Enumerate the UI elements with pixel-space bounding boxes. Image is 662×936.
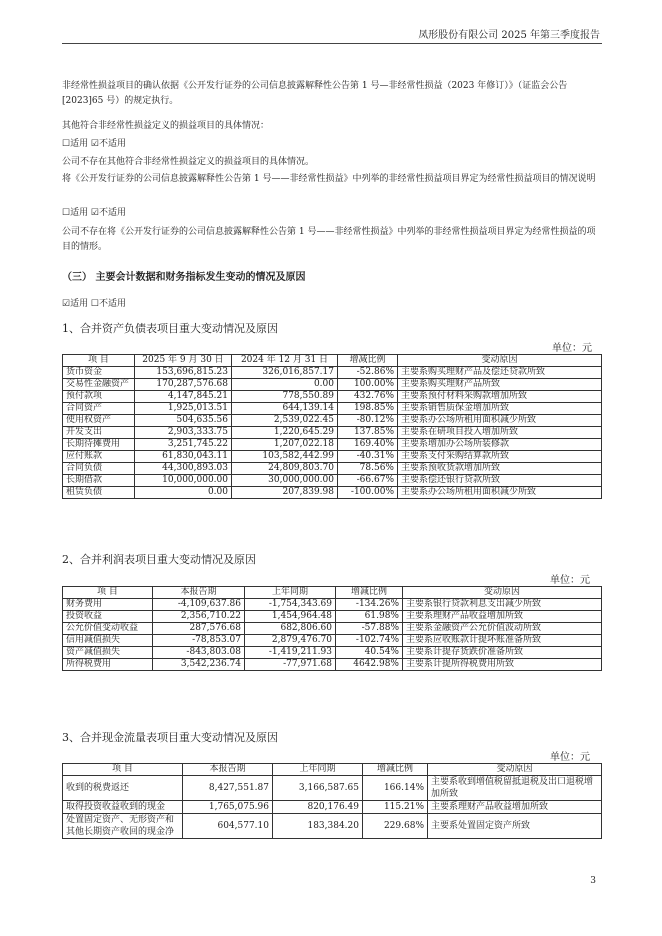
table-header: 2024 年 12 月 31 日: [232, 355, 338, 367]
table-cell: 取得投资收益收到的现金: [63, 801, 183, 814]
table-cell: 主要系在研项目投入增加所致: [398, 427, 602, 439]
table-cell: 0.00: [232, 379, 338, 391]
table-cell: 主要系处置固定资产所致: [428, 814, 602, 839]
table-cell: 预付款项: [63, 391, 135, 403]
table-cell: 主要系计提存货跌价准备所致: [403, 647, 602, 659]
table-cell: 主要系理财产品收益增加所致: [403, 611, 602, 623]
table-row: [63, 379, 602, 391]
table-cell: 主要系预收货款增加所致: [398, 463, 602, 475]
table-cell: 504,635.56: [135, 415, 232, 427]
table-cell: 198.85%: [338, 403, 398, 415]
balance-title: 1、合并资产负债表项目重大变动情况及原因: [62, 322, 278, 335]
table-row: [63, 487, 602, 499]
table-header: 上年同期: [245, 587, 336, 599]
table-row: [63, 415, 602, 427]
paragraph-other-items: 其他符合非经常性损益定义的损益项目的具体情况：: [62, 121, 270, 131]
income-header-row: [63, 587, 602, 599]
table-cell: 1,220,645.29: [232, 427, 338, 439]
applicable-checkbox-2: ☐适用 ☑不适用: [62, 208, 126, 218]
paragraph-reclass: 将《公开发行证券的公司信息披露解释性公告第 1 号——非经常性损益》中列举的非经常性损益项目界定为经常性损益项目的情况说明: [62, 174, 596, 184]
cashflow-table: [62, 763, 602, 839]
table-cell: 公允价值变动收益: [63, 623, 153, 635]
applicable-checkbox-3: ☑适用 ☐不适用: [62, 299, 126, 309]
table-cell: 153,696,815.23: [135, 367, 232, 379]
cashflow-unit: 单位：元: [550, 752, 590, 763]
table-cell: 137.85%: [338, 427, 398, 439]
table-cell: 207,839.98: [232, 487, 338, 499]
table-row: [63, 367, 602, 379]
table-cell: -40.31%: [338, 451, 398, 463]
table-cell: -4,109,637.86: [153, 599, 245, 611]
table-cell: 收到的税费返还: [63, 776, 183, 801]
applicable-checkbox-1: ☐适用 ☑不适用: [62, 139, 126, 149]
table-cell: 应付账款: [63, 451, 135, 463]
table-cell: -843,803.08: [153, 647, 245, 659]
table-header: 项 目: [63, 764, 183, 776]
table-cell: 合同资产: [63, 403, 135, 415]
table-cell: 处置固定资产、无形资产和其他长期资产收回的现金净: [63, 814, 183, 839]
table-row: [63, 801, 602, 814]
table-cell: 主要系计提所得税费用所致: [403, 659, 602, 671]
table-cell: -134.26%: [336, 599, 403, 611]
cashflow-title: 3、合并现金流量表项目重大变动情况及原因: [62, 731, 278, 744]
table-header: 增减比例: [338, 355, 398, 367]
table-row: [63, 776, 602, 801]
table-cell: -1,754,343.69: [245, 599, 336, 611]
table-cell: 主要系偿还银行贷款所致: [398, 475, 602, 487]
table-cell: 主要系收到增值税留抵退税及出口退税增加所致: [428, 776, 602, 801]
table-cell: 货币资金: [63, 367, 135, 379]
table-cell: -80.12%: [338, 415, 398, 427]
table-cell: 1,765,075.96: [183, 801, 273, 814]
table-cell: 资产减值损失: [63, 647, 153, 659]
table-cell: 开发支出: [63, 427, 135, 439]
table-header: 变动原因: [428, 764, 602, 776]
balance-header-row: [63, 355, 602, 367]
table-cell: 主要系销售质保金增加所致: [398, 403, 602, 415]
cashflow-header-row: [63, 764, 602, 776]
table-cell: -77,971.68: [245, 659, 336, 671]
table-cell: 使用权资产: [63, 415, 135, 427]
table-row: [63, 611, 602, 623]
table-cell: -1,419,211.93: [245, 647, 336, 659]
table-row: [63, 635, 602, 647]
table-row: [63, 659, 602, 671]
table-cell: -52.86%: [338, 367, 398, 379]
table-cell: 主要系办公场所租用面积减少所致: [398, 487, 602, 499]
table-cell: 信用减值损失: [63, 635, 153, 647]
table-header: 2025 年 9 月 30 日: [135, 355, 232, 367]
table-cell: 主要系预付材料采购款增加所致: [398, 391, 602, 403]
balance-unit: 单位：元: [552, 343, 592, 354]
table-row: [63, 427, 602, 439]
table-cell: 40.54%: [336, 647, 403, 659]
table-cell: 租赁负债: [63, 487, 135, 499]
table-cell: 主要系银行贷款利息支出减少所致: [403, 599, 602, 611]
table-cell: 主要系购买理财产品及偿还贷款所致: [398, 367, 602, 379]
table-cell: 主要系应收账款计提坏账准备所致: [403, 635, 602, 647]
table-cell: 4,147,845.21: [135, 391, 232, 403]
paragraph-no-reclass: 公司不存在将《公开发行证券的公司信息披露解释性公告第 1 号——非经常性损益》中列举的非经常性损益项目界定为经常性损益的项目的情形。: [62, 227, 596, 252]
table-header: 项 目: [63, 587, 153, 599]
table-row: [63, 403, 602, 415]
table-cell: 3,251,745.22: [135, 439, 232, 451]
table-cell: 24,809,803.70: [232, 463, 338, 475]
table-cell: 169.40%: [338, 439, 398, 451]
table-cell: 1,207,022.18: [232, 439, 338, 451]
table-cell: 61,830,043.11: [135, 451, 232, 463]
table-cell: 所得税费用: [63, 659, 153, 671]
table-cell: 主要系购买理财产品所致: [398, 379, 602, 391]
table-cell: 326,016,857.17: [232, 367, 338, 379]
table-cell: 0.00: [135, 487, 232, 499]
table-cell: -66.67%: [338, 475, 398, 487]
table-cell: 3,166,587.65: [273, 776, 363, 801]
table-cell: 287,576.68: [153, 623, 245, 635]
table-cell: 432.76%: [338, 391, 398, 403]
table-cell: 170,287,576.68: [135, 379, 232, 391]
table-cell: 10,000,000.00: [135, 475, 232, 487]
table-row: [63, 391, 602, 403]
table-cell: 778,550.89: [232, 391, 338, 403]
table-header: 上年同期: [273, 764, 363, 776]
table-cell: 财务费用: [63, 599, 153, 611]
table-cell: 1,925,013.51: [135, 403, 232, 415]
table-row: [63, 439, 602, 451]
table-cell: 8,427,551.87: [183, 776, 273, 801]
table-header: 增减比例: [363, 764, 428, 776]
table-cell: 合同负债: [63, 463, 135, 475]
table-cell: 交易性金融资产: [63, 379, 135, 391]
table-row: [63, 463, 602, 475]
table-header: 变动原因: [398, 355, 602, 367]
table-cell: -78,853.07: [153, 635, 245, 647]
table-cell: 2,903,333.75: [135, 427, 232, 439]
table-header: 变动原因: [403, 587, 602, 599]
table-cell: 183,384.20: [273, 814, 363, 839]
table-cell: 1,454,964.48: [245, 611, 336, 623]
paragraph-basis: 非经常性损益项目的确认依据《公开发行证券的公司信息披露解释性公告第 1 号—非经常性损益（2023 年修订）》（证监会公告[2023]65 号）的规定执行。: [62, 81, 568, 106]
table-cell: 主要系办公场所租用面积减少所致: [398, 415, 602, 427]
table-cell: 2,879,476.70: [245, 635, 336, 647]
table-row: [63, 599, 602, 611]
table-header: 项 目: [63, 355, 135, 367]
table-cell: 103,582,442.99: [232, 451, 338, 463]
table-cell: 长期待摊费用: [63, 439, 135, 451]
table-cell: 主要系金融资产公允价值波动所致: [403, 623, 602, 635]
table-cell: 61.98%: [336, 611, 403, 623]
table-cell: -100.00%: [338, 487, 398, 499]
table-header: 本报告期: [153, 587, 245, 599]
table-cell: 主要系理财产品收益增加所致: [428, 801, 602, 814]
header-rule: [62, 43, 602, 44]
table-cell: 3,542,236.74: [153, 659, 245, 671]
income-table: [62, 586, 602, 671]
table-row: [63, 451, 602, 463]
table-cell: 820,176.49: [273, 801, 363, 814]
table-cell: 229.68%: [363, 814, 428, 839]
table-row: [63, 475, 602, 487]
page-header: 凤形股份有限公司 2025 年第三季度报告: [418, 30, 600, 41]
table-cell: 78.56%: [338, 463, 398, 475]
table-cell: 682,806.60: [245, 623, 336, 635]
table-cell: 主要系增加办公场所装修款: [398, 439, 602, 451]
income-title: 2、合并利润表项目重大变动情况及原因: [62, 553, 256, 566]
table-cell: 长期借款: [63, 475, 135, 487]
paragraph-no-other: 公司不存在其他符合非经常性损益定义的损益项目的具体情况。: [62, 157, 315, 167]
table-cell: 主要系支付采购结算款所致: [398, 451, 602, 463]
table-cell: 115.21%: [363, 801, 428, 814]
table-row: [63, 647, 602, 659]
table-cell: 166.14%: [363, 776, 428, 801]
table-row: [63, 814, 602, 839]
table-cell: 604,577.10: [183, 814, 273, 839]
page-number: 3: [590, 876, 596, 886]
table-cell: 投资收益: [63, 611, 153, 623]
table-cell: 2,356,710.22: [153, 611, 245, 623]
table-header: 增减比例: [336, 587, 403, 599]
table-cell: 2,539,022.45: [232, 415, 338, 427]
table-cell: -102.74%: [336, 635, 403, 647]
table-cell: 100.00%: [338, 379, 398, 391]
income-unit: 单位：元: [550, 575, 590, 586]
section-title: （三） 主要会计数据和财务指标发生变动的情况及原因: [62, 272, 306, 283]
table-cell: 44,300,893.03: [135, 463, 232, 475]
table-cell: 644,139.14: [232, 403, 338, 415]
table-header: 本报告期: [183, 764, 273, 776]
table-cell: 4642.98%: [336, 659, 403, 671]
table-cell: 30,000,000.00: [232, 475, 338, 487]
balance-table: [62, 354, 602, 499]
table-cell: -57.88%: [336, 623, 403, 635]
table-row: [63, 623, 602, 635]
